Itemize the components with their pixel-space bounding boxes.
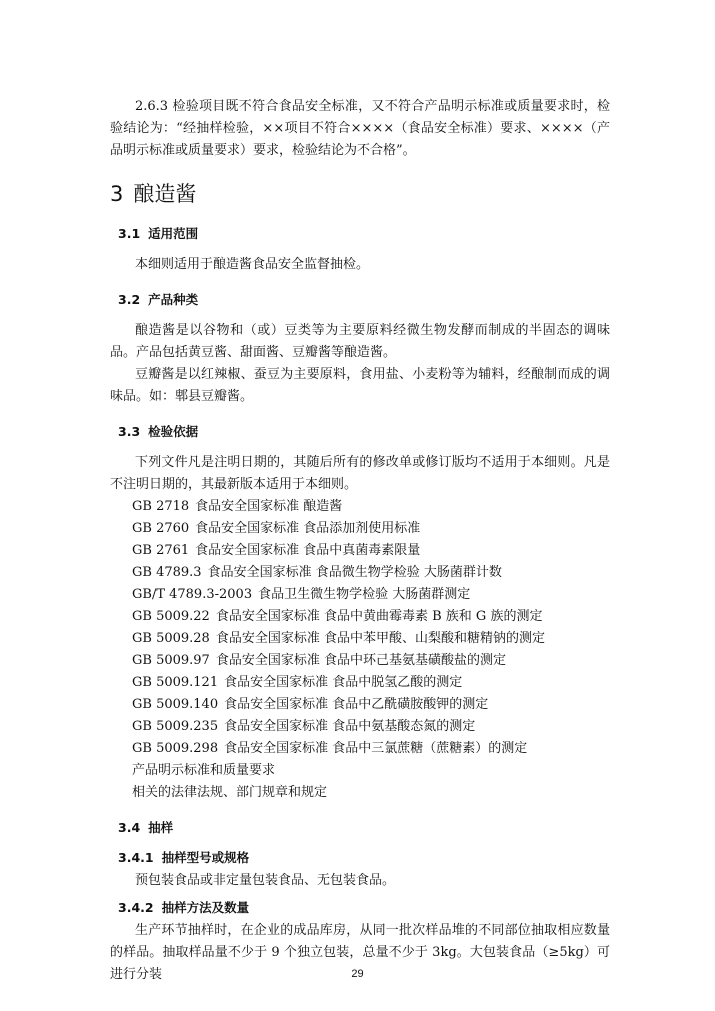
standard-title: 食品安全国家标准 食品添加剂使用标准	[195, 521, 421, 536]
page-number: 29	[351, 968, 364, 980]
standard-title: 食品安全国家标准 食品中环己基氨基磺酸盐的测定	[215, 653, 506, 668]
subsubsection-title: 抽样型号或规格	[161, 850, 250, 865]
list-item	[110, 562, 610, 584]
subsection-heading-3-4	[110, 818, 610, 838]
subsection-number: 3.2	[118, 292, 141, 307]
standard-code: GB 5009.121	[132, 675, 219, 690]
basis-paragraph: 下列文件凡是注明日期的，其随后所有的修改单或修订版均不适用于本细则。凡是不注明日期的，其最新版本适用于本细则。	[110, 455, 610, 492]
sample-spec-paragraph: 预包装食品或非定量包装食品、无包装食品。	[135, 873, 396, 888]
section-heading	[110, 180, 610, 208]
subsection-number: 3.3	[118, 424, 141, 439]
standard-code: GB 5009.140	[132, 697, 219, 712]
page-content	[110, 96, 610, 986]
list-item	[110, 782, 610, 804]
list-item	[110, 606, 610, 628]
subsection-number: 3.1	[118, 226, 141, 241]
standard-code: GB 2718	[132, 499, 190, 514]
subsubsection-heading-3-4-1	[110, 848, 610, 868]
subsubsection-number: 3.4.2	[118, 900, 154, 915]
scope-paragraph: 本细则适用于酿造酱食品安全监督抽检。	[135, 257, 370, 272]
standards-list	[110, 496, 610, 804]
subsection-heading-3-2	[110, 290, 610, 310]
standard-title: 食品安全国家标准 食品中乙酰磺胺酸钾的测定	[224, 697, 489, 712]
standard-title: 食品安全国家标准 酿造酱	[195, 499, 343, 514]
extra-basis-item: 产品明示标准和质量要求	[132, 763, 276, 778]
list-item	[110, 760, 610, 782]
subsection-title: 抽样	[148, 820, 174, 835]
standard-title: 食品安全国家标准 食品中苯甲酸、山梨酸和糖精钠的测定	[215, 631, 545, 646]
list-item	[110, 584, 610, 606]
standard-title: 食品卫生微生物学检验 大肠菌群测定	[258, 587, 471, 602]
subsection-title: 检验依据	[148, 424, 199, 439]
standard-title: 食品安全国家标准 食品中三氯蔗糖（蔗糖素）的测定	[224, 741, 528, 756]
standard-code: GB 2760	[132, 521, 190, 536]
standard-code: GB 2761	[132, 543, 190, 558]
list-item	[110, 628, 610, 650]
standard-code: GB 5009.298	[132, 741, 219, 756]
subsection-number: 3.4	[118, 820, 141, 835]
bean-paste-paragraph: 豆瓣酱是以红辣椒、蚕豆为主要原料，食用盐、小麦粉等为辅料，经酿制而成的调味品。如：郫县豆瓣酱。	[110, 367, 610, 404]
subsection-title: 产品种类	[148, 292, 199, 307]
standard-title: 食品安全国家标准 食品中黄曲霉毒素 B 族和 G 族的测定	[215, 609, 543, 624]
standard-title: 食品安全国家标准 食品中脱氢乙酸的测定	[224, 675, 463, 690]
standard-title: 食品安全国家标准 食品中真菌毒素限量	[195, 543, 421, 558]
sampling-method-paragraph: 生产环节抽样时，在企业的成品库房，从同一批次样品堆的不同部位抽取相应数量的样品。抽取样品量不少于 9 个独立包装，总量不少于 3kg。大包装食品（≥5kg）可进行分装	[110, 923, 610, 982]
intro-paragraph: 2.6.3 检验项目既不符合食品安全标准，又不符合产品明示标准或质量要求时，检验结论为：“经抽样检验，××项目不符合××××（食品安全标准）要求、××××（产品明示标准或质量要求）要求，检验结论为不合格”。	[110, 99, 610, 158]
standard-title: 食品安全国家标准 食品中氨基酸态氮的测定	[224, 719, 476, 734]
extra-basis-item: 相关的法律法规、部门规章和规定	[132, 785, 328, 800]
standard-code: GB 5009.235	[132, 719, 219, 734]
standard-title: 食品安全国家标准 食品微生物学检验 大肠菌群计数	[207, 565, 502, 580]
section-number: 3	[110, 182, 124, 206]
subsubsection-heading-3-4-2	[110, 898, 610, 918]
list-item	[110, 650, 610, 672]
list-item	[110, 738, 610, 760]
list-item	[110, 518, 610, 540]
product-type-paragraph: 酿造酱是以谷物和（或）豆类等为主要原料经微生物发酵而制成的半固态的调味品。产品包括黄豆酱、甜面酱、豆瓣酱等酿造酱。	[110, 323, 610, 360]
standard-code: GB/T 4789.3-2003	[132, 587, 253, 602]
subsection-heading-3-1	[110, 224, 610, 244]
subsection-heading-3-3	[110, 422, 610, 442]
subsubsection-number: 3.4.1	[118, 850, 154, 865]
list-item	[110, 694, 610, 716]
list-item	[110, 716, 610, 738]
standard-code: GB 5009.22	[132, 609, 210, 624]
standard-code: GB 5009.97	[132, 653, 210, 668]
subsection-title: 适用范围	[148, 226, 199, 241]
list-item	[110, 540, 610, 562]
standard-code: GB 4789.3	[132, 565, 202, 580]
subsubsection-title: 抽样方法及数量	[161, 900, 250, 915]
section-title: 酿造酱	[133, 182, 197, 206]
standard-code: GB 5009.28	[132, 631, 210, 646]
list-item	[110, 672, 610, 694]
list-item	[110, 496, 610, 518]
